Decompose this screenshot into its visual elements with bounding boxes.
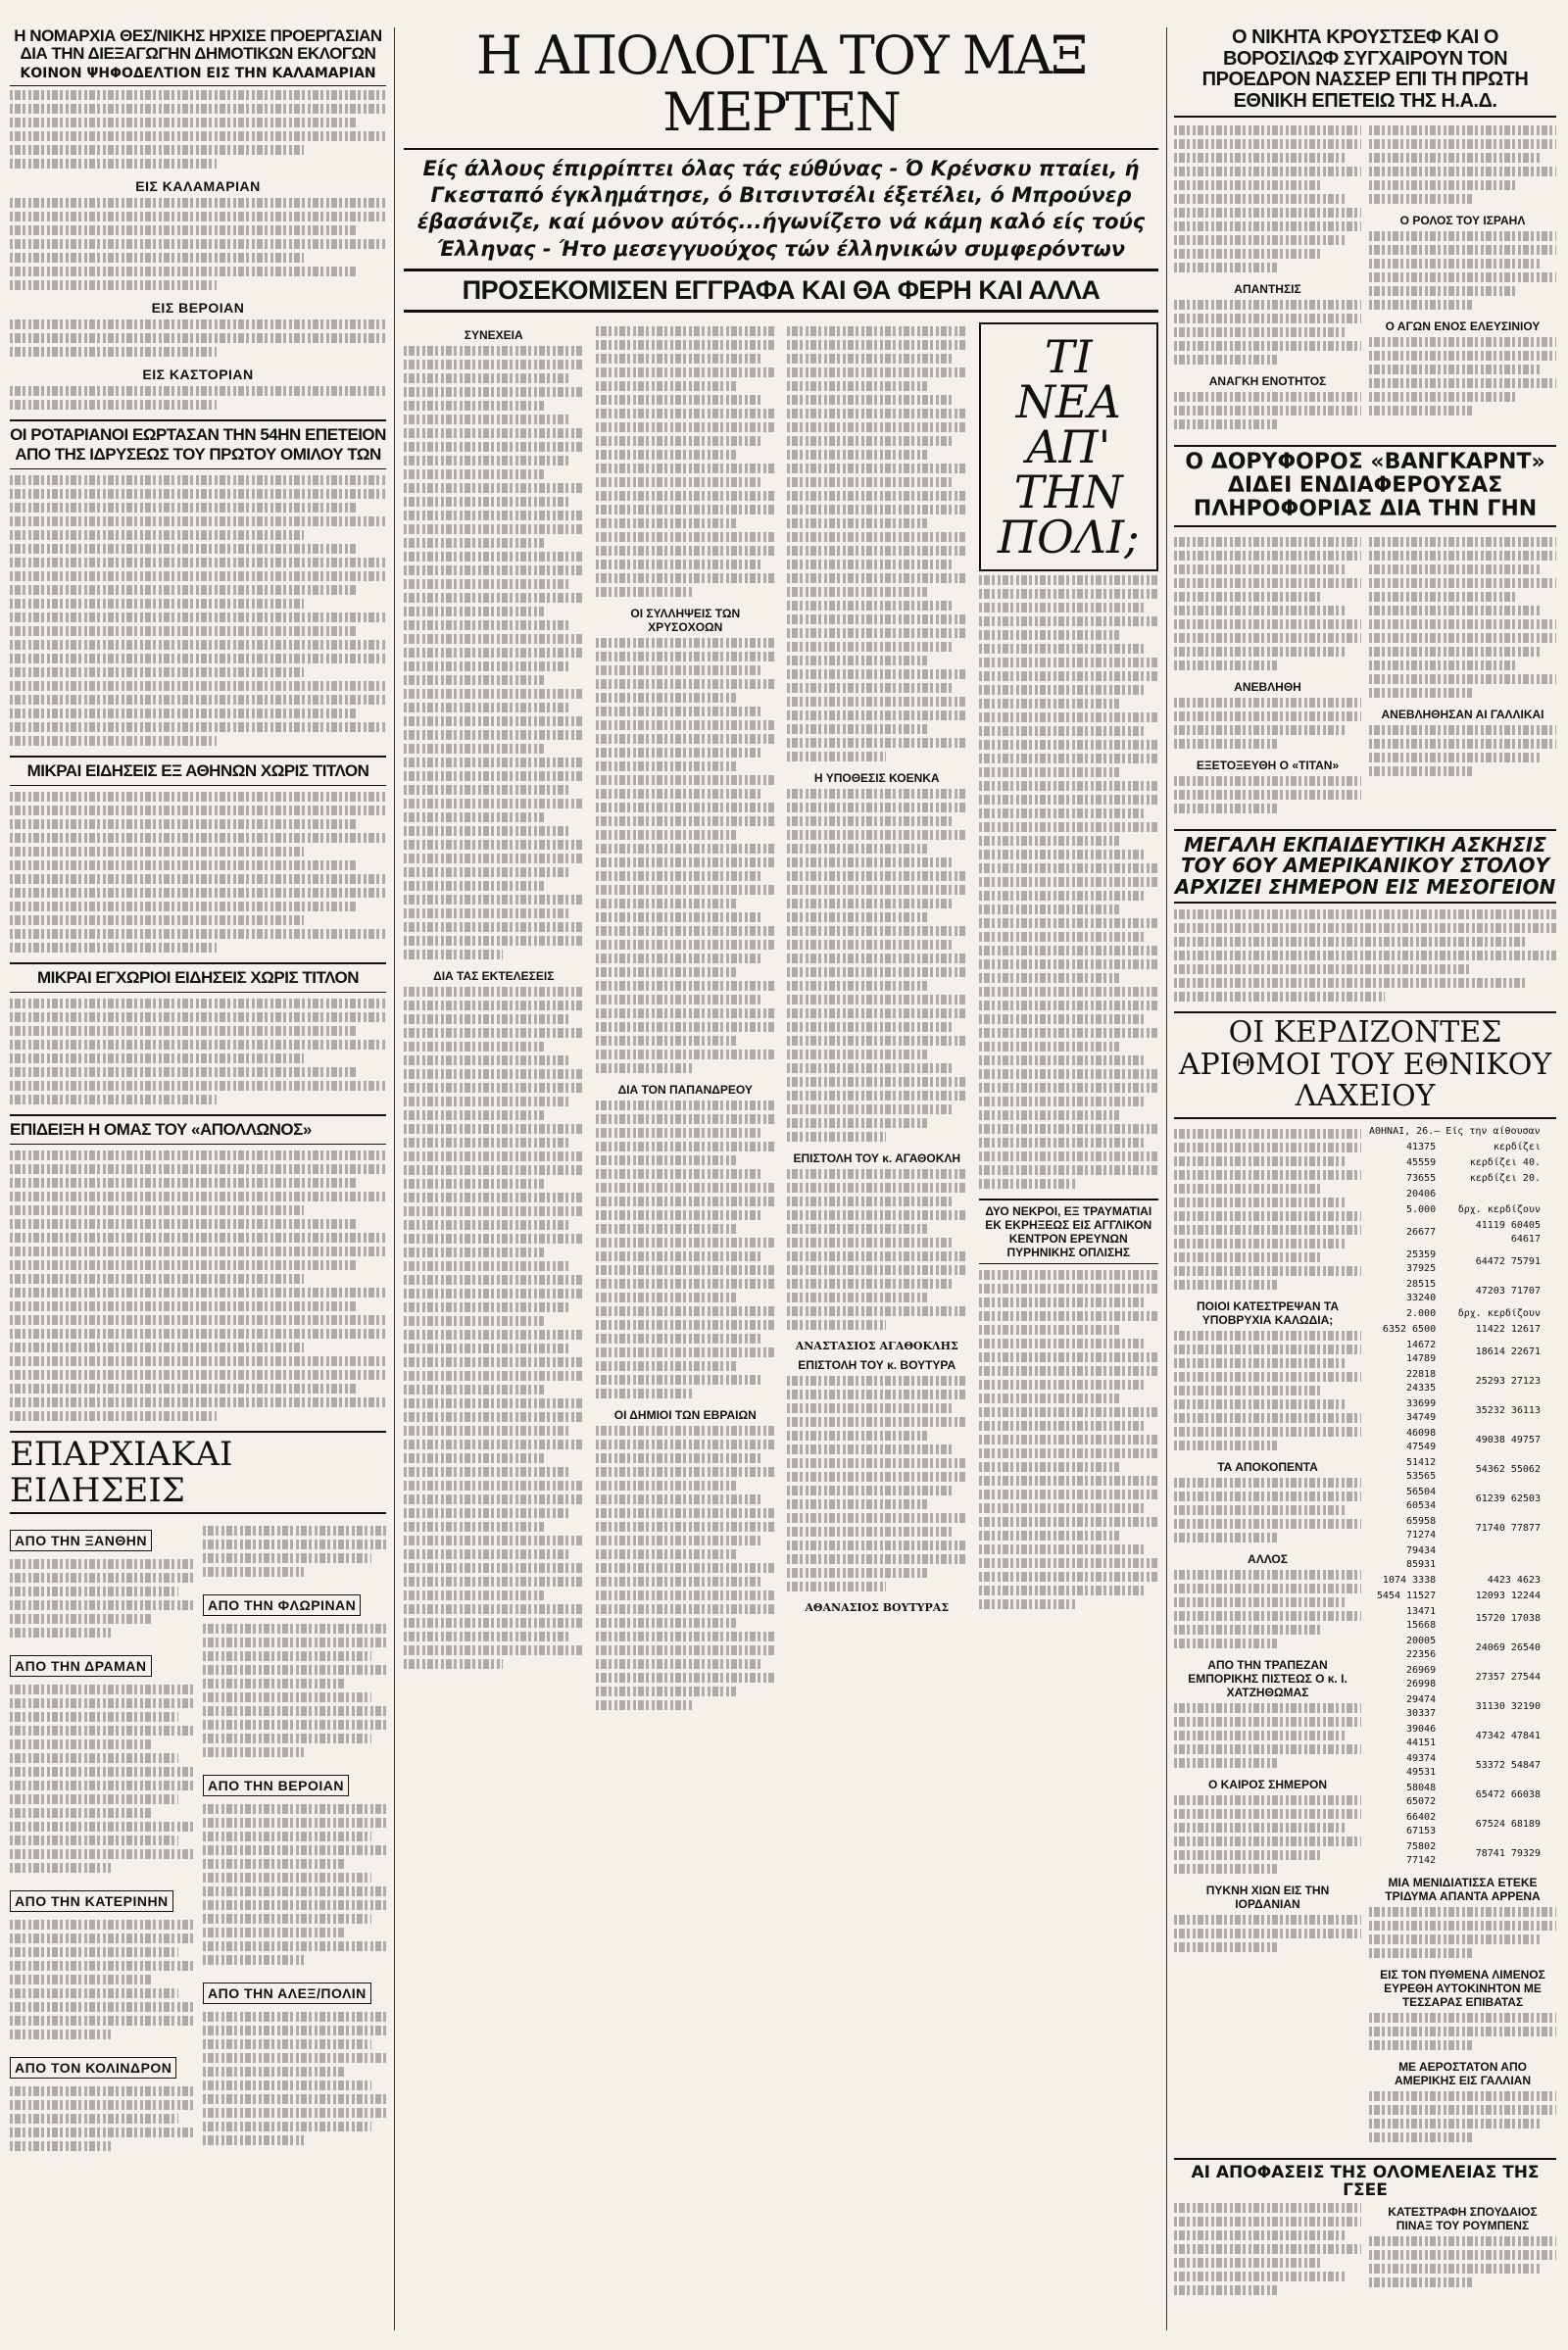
lottery-row [1371,1397,1554,1425]
lottery-row [1371,1544,1554,1572]
headline-rotarians: ΟΙ ΡΟΤΑΡΙΑΝΟΙ ΕΩΡΤΑΣΑΝ ΤΗΝ 54ΗΝ ΕΠΕΤΕΙΟΝ ΑΠΟ ΤΗΣ ΙΔΡΥΣΕΩΣ ΤΟΥ ΠΡΩΤΟΥ ΟΜΙΛΟΥ ΤΩΝ [10,419,386,469]
subhead-other: ΑΛΛΟΣ [1248,1551,1288,1566]
article-body [1174,300,1361,365]
lottery-cell: δρχ. κερδίζουν [1457,1203,1541,1215]
prov-florina: ΑΠΟ ΤΗΝ ΦΛΩΡΙΝΑΝ [203,1594,361,1616]
lottery-row [1371,1752,1554,1780]
lottery-cell: 1074 3338 [1382,1574,1437,1586]
lottery-row [1371,1456,1554,1484]
lottery-cell: κερδίζει [1493,1141,1541,1152]
sidebar-ti-nea [979,322,1159,571]
banner-documents: ΠΡΟΣΕΚΟΜΙΣΕΝ ΕΓΓΡΑΦΑ ΚΑΙ ΘΑ ΦΕΡΗ ΚΑΙ ΑΛΛΑ [404,269,1158,313]
place-kastoria: ΕΙΣ ΚΑΣΤΟΡΙΑΝ [142,366,254,382]
article-body [1369,125,1556,204]
provincial-news-grid [10,1522,386,2161]
lottery-row [1371,1219,1554,1247]
lottery-row [1371,1427,1554,1454]
left-column [10,27,386,2161]
column-rule [1166,27,1167,2330]
article-body [10,1151,386,1421]
lottery-row [1371,1278,1554,1305]
article-body [596,326,776,597]
subhead-eleusinian: Ο ΑΓΩΝ ΕΝΟΣ ΕΛΕΥΣΙΝΙΟΥ [1385,319,1541,334]
subhead-results: ΤΑ ΑΠΟΚΟΠΕΝΤΑ [1217,1459,1318,1474]
subhead-bank: ΑΠΟ ΤΗΝ ΤΡΑΠΕΖΑΝ ΕΜΠΟΡΙΚΗΣ ΠΙΣΤΕΩΣ Ο κ. Ι. ΧΑΤΖΗΘΩΜΑΣ [1188,1657,1348,1699]
lottery-cell: δρχ. κερδίζουν [1457,1307,1541,1319]
center-body [404,322,1158,1720]
right-block-4 [1174,2199,1556,2305]
sidebar-line-3: ΠΟΛΙ; [997,510,1140,563]
lottery-cell: 79434 85931 [1406,1544,1437,1570]
lottery-row [1371,1188,1554,1201]
subhead-agathokli-letter: ΕΠΙΣΤΟΛΗ ΤΟΥ κ. ΑΓΑΘΟΚΛΗ [793,1151,961,1165]
right-column [1174,27,1556,2305]
article-body [10,475,386,746]
subhead-cables: ΠΟΙΟΙ ΚΑΤΕΣΤΡΕΨΑΝ ΤΑ ΥΠΟΒΡΥΧΙΑ ΚΑΛΩΔΙΑ; [1196,1298,1340,1327]
prov-alexandroupolis: ΑΠΟ ΤΗΝ ΑΛΕΞ/ΠΟΛΙΝ [203,1983,371,2004]
lottery-cell: 49038 49757 [1475,1434,1541,1445]
lottery-cell: 2.000 [1406,1307,1437,1319]
article-body [10,999,386,1104]
lottery-row [1371,1323,1554,1337]
article-body [1174,909,1556,1002]
article-body [10,1685,193,1873]
lottery-cell: 78741 79329 [1475,1847,1541,1859]
lottery-cell: 64472 75791 [1475,1255,1541,1267]
lottery-row [1371,1515,1554,1542]
deck-merten: Είς άλλους έπιρρίπτει όλας τάς εύθύνας - Ό Κρένσκυ πταίει, ή Γκεσταπό έγκλημάτησε, ό Βιτσιντσέλι έξετέλει, ό Μπρούνερ έβασάνιζε, καί μόνον αύτός...ήγωνίζετο νά κάμη καλό είς τούς Έλληνας - Ήτο μεσεγγυούχος τών έλληνικών συμφερόντων [416,156,1146,261]
lottery-intro: ΑΘΗΝΑΙ, 26.— Είς την αίθουσαν [1369,1125,1541,1137]
right-block-1 [1174,122,1556,439]
right-subcol [1369,1125,1556,2152]
lottery-cell: 47342 47841 [1475,1730,1541,1741]
lottery-row [1371,1723,1554,1750]
lottery-cell [1546,1544,1554,1572]
lottery-cell: 67524 68189 [1475,1818,1541,1830]
article-body [1174,125,1361,272]
article-body [1174,537,1361,670]
lottery-cell: 4423 4623 [1487,1574,1541,1586]
article-body [787,1376,967,1591]
subhead-kalamaria: ΚΟΙΝΟΝ ΨΗΦΟΔΕΛΤΙΟΝ ΕΙΣ ΤΗΝ ΚΑΛΑΜΑΡΙΑΝ [10,64,386,86]
lottery-cell: 45559 [1406,1156,1437,1168]
article-body [203,1526,386,1577]
headline-explosion: ΔΥΟ ΝΕΚΡΟΙ, ΕΞ ΤΡΑΥΜΑΤΙΑΙ ΕΚ ΕΚΡΗΞΕΩΣ ΕΙΣ ΑΓΓΛΙΚΟΝ ΚΕΝΤΡΟΝ ΕΡΕΥΝΩΝ ΠΥΡΗΝΙΚΗΣ ΟΠΛΙΣΗΣ [979,1199,1159,1264]
article-body [787,789,967,1142]
place-kalamaria: ΕΙΣ ΚΑΛΑΜΑΡΙΑΝ [135,177,261,194]
lottery-row [1371,1368,1554,1395]
lottery-cell: 26969 26998 [1406,1664,1437,1689]
place-veroia: ΕΙΣ ΒΕΡΟΙΑΝ [151,299,245,316]
article-body [1369,537,1556,698]
lottery-row [1371,1172,1554,1186]
article-body [1174,1915,1361,1952]
lottery-row [1371,1590,1554,1603]
article-body [404,346,584,959]
lottery-table [1369,1139,1556,1870]
lottery-cell: 20406 [1406,1188,1437,1199]
subhead-koenka: Η ΥΠΟΘΕΣΙΣ ΚΟΕΝΚΑ [813,770,940,785]
sidebar-line-1: ΤΙ ΝΕΑ [1015,329,1121,428]
lottery-cell: 41119 60405 64617 [1475,1219,1541,1245]
subhead-rubens: ΚΑΤΕΣΤΡΑΦΗ ΣΠΟΥΔΑΙΟΣ ΠΙΝΑΞ ΤΟΥ ΡΟΥΜΠΕΝΣ [1388,2205,1538,2233]
article-body [1369,2236,1556,2287]
lottery-cell: 27357 27544 [1475,1671,1541,1683]
subhead-triplets: ΜΙΑ ΜΕΝΙΔΙΑΤΙΣΣΑ ΕΤΕΚΕ ΤΡΙΔΥΜΑ ΑΠΑΝΤΑ ΑΡΡΕΝΑ [1385,1875,1541,1903]
lottery-cell: 29474 30337 [1406,1693,1437,1719]
article-body [596,1426,776,1710]
article-body [203,1624,386,1757]
prov-veroia: ΑΠΟ ΤΗΝ ΒΕΡΟΙΑΝ [203,1775,349,1796]
article-body [1174,1331,1361,1450]
article-body [596,638,776,1073]
headline-local-news: ΜΙΚΡΑΙ ΕΓΧΩΡΙΟΙ ΕΙΔΗΣΕΙΣ ΧΩΡΙΣ ΤΙΤΛΟΝ [10,962,386,993]
article-body [1174,1703,1361,1768]
lottery-cell: 25359 37925 [1406,1248,1437,1274]
headline-vanguard: Ο ΔΟΡΥΦΟΡΟΣ «ΒΑΝΓΚΑΡΝΤ» ΔΙΔΕΙ ΕΝΔΙΑΦΕΡΟΥΣΑΣ ΠΛΗΡΟΦΟΡΙΑΣ ΔΙΑ ΤΗΝ ΓΗΝ [1174,445,1556,526]
lottery-cell: 33699 34749 [1406,1397,1437,1423]
headline-nomarchia: Η ΝΟΜΑΡΧΙΑ ΘΕΣ/ΝΙΚΗΣ ΗΡΧΙΣΕ ΠΡΟΕΡΓΑΣΙΑΝ ΔΙΑ ΤΗΝ ΔΙΕΞΑΓΩΓΗΝ ΔΗΜΟΤΙΚΩΝ ΕΚΛΟΓΩΝ [14,26,382,64]
lottery-cell: 51412 53565 [1406,1456,1437,1482]
lottery-cell: κερδίζει 20. [1469,1172,1541,1184]
right-subcol [1174,122,1361,439]
article-body [1174,392,1361,429]
lottery-row [1371,1840,1554,1868]
lottery-cell: 13471 15668 [1406,1605,1437,1631]
lottery-cell: 47203 71707 [1475,1285,1541,1297]
subhead-reply: ΑΠΑΝΤΗΣΙΣ [1234,282,1301,297]
lottery-cell: 35232 36113 [1475,1404,1541,1416]
lottery-cell [1442,1544,1544,1572]
lottery-cell: 24069 26540 [1475,1641,1541,1653]
article-body [1369,337,1556,416]
provincial-col-left [10,1522,193,2161]
lottery-row [1371,1635,1554,1662]
lottery-row [1371,1811,1554,1838]
article-body [1174,776,1361,813]
article-body [1369,2091,1556,2142]
right-subcol [1174,2199,1361,2305]
article-body [10,792,386,953]
article-body [203,2012,386,2145]
right-subcol [1369,533,1556,823]
lottery-row [1371,1693,1554,1721]
headline-lottery: ΟΙ ΚΕΡΔΙΖΟΝΤΕΣ ΑΡΙΘΜΟΙ ΤΟΥ ΕΘΝΙΚΟΥ ΛΑΧΕΙΟΥ [1174,1011,1556,1118]
article-body [10,2086,193,2151]
signature-agathoklis: ΑΝΑΣΤΑΣΙΟΣ ΑΓΑΘΟΚΛΗΣ [795,1339,958,1352]
headline-apollon: ΕΠΙΔΕΙΞΗ Η ΟΜΑΣ ΤΟΥ «ΑΠΟΛΛΩΝΟΣ» [10,1114,386,1145]
lottery-cell: 46098 47549 [1406,1427,1437,1452]
article-body [1174,1570,1361,1648]
article-body [1174,1478,1361,1542]
article-body [1369,231,1556,310]
subhead-weather: Ο ΚΑΙΡΟΣ ΣΗΜΕΡΟΝ [1207,1777,1328,1791]
article-body [203,1804,386,1965]
center-subcol-2 [596,322,776,1720]
subhead-balloon: ΜΕ ΑΕΡΟΣΤΑΤΟΝ ΑΠΟ ΑΜΕΡΙΚΗΣ ΕΙΣ ΓΑΛΛΙΑΝ [1395,2059,1531,2087]
lottery-cell: 22818 24335 [1406,1368,1437,1394]
headline-khrushchev: Ο ΝΙΚΗΤΑ ΚΡΟΥΣΤΣΕΦ ΚΑΙ Ο ΒΟΡΟΣΙΛΩΦ ΣΥΓΧΑΙΡΟΥΝ ΤΟΝ ΠΡΟΕΔΡΟΝ ΝΑΣΣΕΡ ΕΠΙ ΤΗ ΠΡΩΤΗ ΕΘΝΙΚΗ ΕΠΕΤΕΙΩ ΤΗΣ Η.Α.Δ. [1174,27,1556,118]
headline-sixth-fleet: ΜΕΓΑΛΗ ΕΚΠΑΙΔΕΥΤΙΚΗ ΑΣΚΗΣΙΣ ΤΟΥ 6ΟΥ ΑΜΕΡΙΚΑΝΙΚΟΥ ΣΤΟΛΟΥ ΑΡΧΙΖΕΙ ΣΗΜΕΡΟΝ ΕΙΣ ΜΕΣΟΓΕΙΟΝ [1174,829,1556,905]
lottery-cell: 11422 12617 [1475,1323,1541,1335]
lottery-row [1371,1307,1554,1321]
lottery-cell: 18614 22671 [1475,1346,1541,1357]
prov-kolindros: ΑΠΟ ΤΟΝ ΚΟΛΙΝΔΡΟΝ [10,2057,176,2079]
subhead-executioners: ΟΙ ΔΗΜΙΟΙ ΤΩΝ ΕΒΡΑΙΩΝ [613,1407,757,1422]
lottery-cell: κερδίζει 40. [1469,1156,1541,1168]
article-body [1174,698,1361,749]
article-body [10,90,386,169]
headline-provincial-news: ΕΠΑΡΧΙΑΚΑΙ ΕΙΔΗΣΕΙΣ [10,1431,386,1514]
headline-athens-news: ΜΙΚΡΑΙ ΕΙΔΗΣΕΙΣ ΕΞ ΑΘΗΝΩΝ ΧΩΡΙΣ ΤΙΤΛΟΝ [10,756,386,786]
center-subcol-1 [404,322,584,1720]
article-body [1369,2013,1556,2050]
subhead-unity: ΑΝΑΓΚΗ ΕΝΟΤΗΤΟΣ [1208,374,1327,389]
lottery-cell: 75802 77142 [1406,1840,1437,1866]
article-body [10,198,386,290]
signature-voutyras: ΑΘΑΝΑΣΙΟΣ ΒΟΥΤΥΡΑΣ [805,1600,950,1614]
lottery-cell: 26677 [1406,1226,1437,1238]
lottery-row [1371,1203,1554,1217]
lottery-row [1371,1664,1554,1691]
lottery-cell: 71740 77877 [1475,1522,1541,1534]
lottery-cell: 12093 12244 [1475,1590,1541,1601]
right-subcol [1369,2199,1556,2305]
article-body [10,319,386,357]
article-body [10,1559,193,1638]
subhead-papandreou: ΔΙΑ ΤΟΝ ΠΑΠΑΝΔΡΕΟΥ [617,1082,753,1097]
lottery-cell: 58048 65072 [1406,1782,1437,1807]
subhead-titan: ΕΞΕΤΟΞΕΥΘΗ Ο «ΤΙΤΑΝ» [1196,758,1340,772]
provincial-col-right [203,1522,386,2161]
lottery-row [1371,1782,1554,1809]
lottery-cell: 66402 67153 [1406,1811,1437,1836]
lottery-cell: 6352 6500 [1382,1323,1437,1335]
lottery-cell: 28515 33240 [1406,1278,1437,1303]
right-block-3 [1174,1125,1556,2152]
subhead-postponed: ΑΝΕΒΛΗΘΗ [1234,679,1301,694]
sidebar-line-2: ΑΠ' ΤΗΝ [1013,419,1123,518]
headline-max-merten: Η ΑΠΟΛΟΓΙΑ ΤΟΥ ΜΑΞ ΜΕΡΤΕΝ [404,27,1158,150]
right-subcol [1369,122,1556,439]
right-subcol [1174,1125,1361,2152]
column-rule [394,27,395,2330]
lottery-row [1371,1339,1554,1366]
lottery-cell: 41375 [1406,1141,1437,1152]
lottery-cell: 61239 62503 [1475,1493,1541,1504]
lottery-row [1371,1605,1554,1633]
lottery-cell: 56504 60534 [1406,1486,1437,1511]
lottery-cell: 25293 27123 [1475,1375,1541,1387]
article-body [787,326,967,761]
lottery-cell: 53372 54847 [1475,1759,1541,1771]
subhead-executions: ΔΙΑ ΤΑΣ ΕΚΤΕΛΕΣΕΙΣ [433,968,555,983]
right-block-2 [1174,533,1556,823]
article-body [1369,1907,1556,1958]
lottery-cell: 5.000 [1406,1203,1437,1215]
lottery-row [1371,1486,1554,1513]
lottery-row [1371,1574,1554,1588]
article-body [787,1169,967,1330]
center-column [404,24,1158,1720]
article-body [1369,725,1556,776]
article-body [1174,1129,1361,1290]
subhead-goldsmiths: ΟΙ ΣΥΛΛΗΨΕΙΣ ΤΩΝ ΧΡΥΣΟΧΟΩΝ [630,606,741,634]
right-subcol [1174,533,1361,823]
headline-gsee: ΑΙ ΑΠΟΦΑΣΕΙΣ ΤΗΣ ΟΛΟΜΕΛΕΙΑΣ ΤΗΣ ΓΣΕΕ [1174,2158,1556,2200]
lottery-cell: 14672 14789 [1406,1339,1437,1364]
prov-katerini: ΑΠΟ ΤΗΝ ΚΑΤΕΡΙΝΗΝ [10,1890,173,1912]
lottery-cell: 20005 22356 [1406,1635,1437,1660]
article-body [10,1920,193,2039]
lottery-cell [1442,1188,1544,1201]
lottery-row [1371,1156,1554,1170]
article-body [596,1101,776,1398]
lottery-cell: 15720 17038 [1475,1612,1541,1624]
subhead-israel: Ο ΡΟΛΟΣ ΤΟΥ ΙΣΡΑΗΛ [1399,214,1526,228]
lottery-cell: 73655 [1406,1172,1437,1184]
lottery-cell: 54362 55062 [1475,1463,1541,1475]
prov-drama: ΑΠΟ ΤΗΝ ΔΡΑΜΑΝ [10,1655,152,1677]
continuation-label: ΣΥΝΕΧΕΙΑ [464,327,523,342]
subhead-voutyra-letter: ΕΠΙΣΤΟΛΗ ΤΟΥ κ. ΒΟΥΤΥΡΑ [798,1357,956,1372]
article-body [1174,1795,1361,1874]
prov-xanthi: ΑΠΟ ΤΗΝ ΞΑΝΘΗΝ [10,1530,152,1551]
lottery-cell: 49374 49531 [1406,1752,1437,1778]
lottery-cell: 31130 32190 [1475,1700,1541,1712]
lottery-row [1371,1248,1554,1276]
subhead-french-postponed: ΑΝΕΒΛΗΘΗΣΑΝ ΑΙ ΓΑΛΛΙΚΑΙ [1381,707,1544,721]
article-body [404,987,584,1669]
article-body [979,1270,1159,1609]
subhead-car-harbor: ΕΙΣ ΤΟΝ ΠΥΘΜΕΝΑ ΛΙΜΕΝΟΣ ΕΥΡΕΘΗ ΑΥΤΟΚΙΝΗΤΟΝ ΜΕ ΤΕΣΣΑΡΑΣ ΕΠΙΒΑΤΑΣ [1380,1967,1545,2009]
article-body [1174,2203,1361,2295]
article-body [10,386,386,410]
lottery-cell: 65958 71274 [1406,1515,1437,1541]
article-body [979,575,1159,1189]
lottery-cell: 39046 44151 [1406,1723,1437,1748]
center-subcol-3 [787,322,967,1720]
lottery-cell: 65472 66038 [1475,1788,1541,1800]
center-subcol-4 [979,322,1159,1720]
subhead-snow: ΠΥΚΝΗ ΧΙΩΝ ΕΙΣ ΤΗΝ ΙΟΡΔΑΝΙΑΝ [1205,1883,1330,1911]
lottery-row [1371,1141,1554,1154]
lottery-cell: 5454 11527 [1376,1590,1437,1601]
